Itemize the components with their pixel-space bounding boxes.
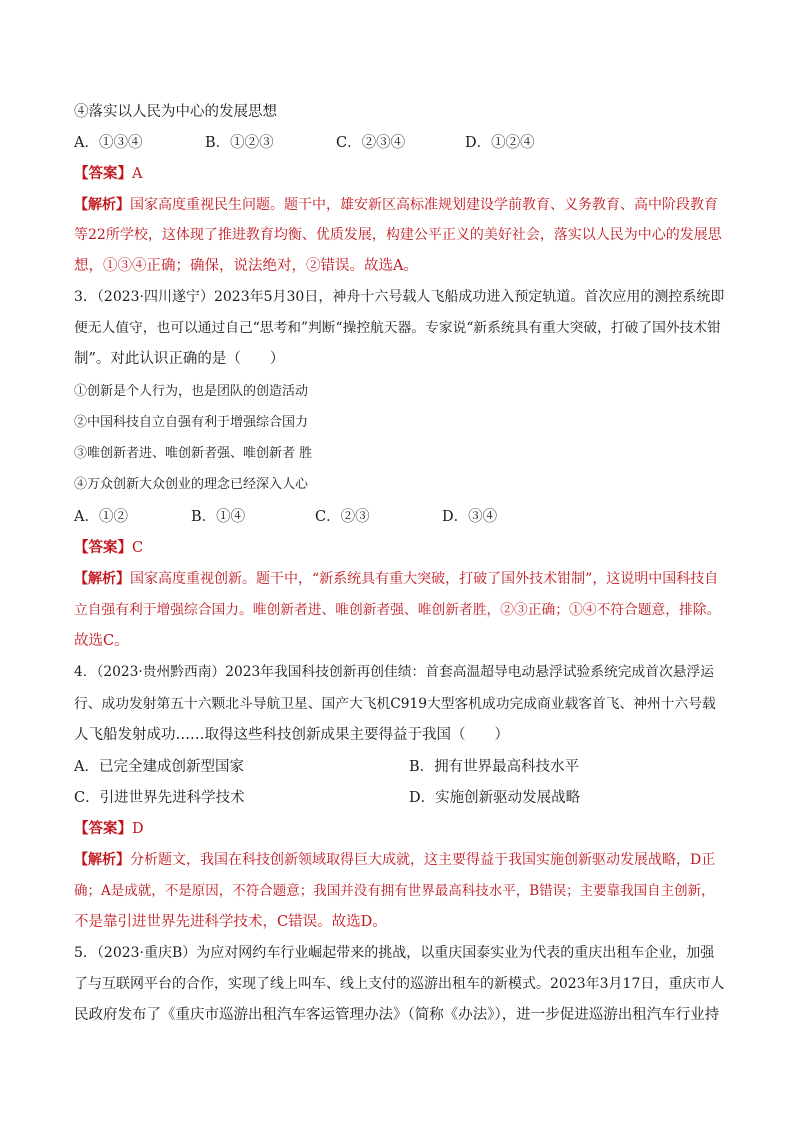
q2-statement-4: ④落实以人民为中心的发展思想 xyxy=(74,104,277,120)
q3-option-c: C．②③ xyxy=(315,509,370,525)
q4-analysis-line-3: 不是靠引进世界先进科学技术，C错误。故选D。 xyxy=(74,914,387,930)
q4-analysis-line-2: 确；A是成就，不是原因，不符合题意；我国并没有拥有世界最高科技水平，B错误；主要靠我国自主创新， xyxy=(74,883,715,899)
analysis-tag: 【解析】 xyxy=(74,852,130,868)
q4-stem-line-3: 人飞船发射成功……取得这些科技创新成果主要得益于我国（ ） xyxy=(74,727,509,743)
q3-option-d: D．③④ xyxy=(442,509,498,525)
q3-statement-1: ①创新是个人行为，也是团队的创造活动 xyxy=(74,384,309,399)
q3-option-a: A．①② xyxy=(74,509,128,525)
q3-stem-line-2: 便无人值守，也可以通过自己“思考和”判断“操控航天器。专家说“新系统具有重大突破，打破了国外技术钳 xyxy=(74,320,721,336)
q3-answer xyxy=(74,538,724,558)
answer-value: D xyxy=(132,821,144,837)
q4-option-c: C．引进世界先进科学技术 xyxy=(74,790,245,806)
q4-option-a: A．已完全建成创新型国家 xyxy=(74,759,244,775)
q5-stem-line-1: 5．（2023·重庆B）为应对网约车行业崛起带来的挑战，以重庆国泰实业为代表的重庆出租车企业，加强 xyxy=(74,945,715,961)
q3-option-b: B．①④ xyxy=(191,509,246,525)
answer-tag: 【答案】 xyxy=(74,820,132,837)
analysis-text: 国家高度重视创新。题干中，“新系统具有重大突破，打破了国外技术钳制”，这说明中国科技自 xyxy=(130,571,719,587)
q2-analysis-line-1 xyxy=(74,195,724,215)
answer-tag: 【答案】 xyxy=(74,539,132,556)
q3-analysis-line-2: 立自强有利于增强综合国力。唯创新者进、唯创新者强、唯创新者胜，②③正确；①④不符合题意，排除。 xyxy=(74,602,721,618)
q2-option-c: C．②③④ xyxy=(336,135,406,151)
q4-option-b: B．拥有世界最高科技水平 xyxy=(409,759,580,775)
q4-answer xyxy=(74,819,724,839)
analysis-text: 国家高度重视民生问题。题干中，雄安新区高标准规划建设学前教育、义务教育、高中阶段教育 xyxy=(130,197,718,213)
q3-statement-2: ②中国科技自立自强有利于增强综合国力 xyxy=(74,415,309,430)
q4-option-d: D．实施创新驱动发展战略 xyxy=(409,790,581,806)
answer-tag: 【答案】 xyxy=(74,165,132,182)
q5-stem-line-3: 民政府发布了《重庆市巡游出租汽车客运管理办法》（简称《办法》），进一步促进巡游出租汽车行业持 xyxy=(74,1007,720,1023)
q3-statement-3: ③唯创新者进、唯创新者强、唯创新者 胜 xyxy=(74,446,313,461)
q2-analysis-line-3: 想，①③④正确；确保，说法绝对，②错误。故选A。 xyxy=(74,258,418,274)
analysis-tag: 【解析】 xyxy=(74,197,130,213)
q3-stem-line-1: 3．（2023·四川遂宁）2023年5月30日，神舟十六号载人飞船成功进入预定轨道。首次应用的测控系统即 xyxy=(74,289,725,305)
analysis-tag: 【解析】 xyxy=(74,571,130,587)
q3-statement-4: ④万众创新大众创业的理念已经深入人心 xyxy=(74,477,309,492)
q4-stem-line-1: 4．（2023·贵州黔西南）2023年我国科技创新再创佳绩：首套高温超导电动悬浮试验系统完成首次悬浮运 xyxy=(74,664,714,680)
q2-option-a: A．①③④ xyxy=(74,135,143,151)
q3-stem-line-3: 制”。对此认识正确的是（ ） xyxy=(74,351,285,367)
q2-answer xyxy=(74,164,724,184)
analysis-text: 分析题文，我国在科技创新领域取得巨大成就，这主要得益于我国实施创新驱动发展战略，D正 xyxy=(130,852,716,868)
q2-analysis-line-2: 等22所学校，这体现了推进教育均衡、优质发展，构建公平正义的美好社会，落实以人民为中心的发展思 xyxy=(74,227,722,243)
q3-analysis-line-1 xyxy=(74,569,724,589)
q4-analysis-line-1 xyxy=(74,850,724,870)
answer-value: A xyxy=(132,166,143,182)
q2-option-d: D．①②④ xyxy=(465,135,535,151)
q5-stem-line-2: 了与互联网平台的合作，实现了线上叫车、线上支付的巡游出租车的新模式。2023年3月17日，重庆市人 xyxy=(74,976,725,992)
q4-stem-line-2: 行、成功发射第五十六颗北斗导航卫星、国产大飞机C919大型客机成功完成商业载客首飞、神州十六号载 xyxy=(74,696,716,712)
q3-analysis-line-3: 故选C。 xyxy=(74,633,129,649)
answer-value: C xyxy=(132,540,144,556)
q2-option-b: B．①②③ xyxy=(205,135,274,151)
